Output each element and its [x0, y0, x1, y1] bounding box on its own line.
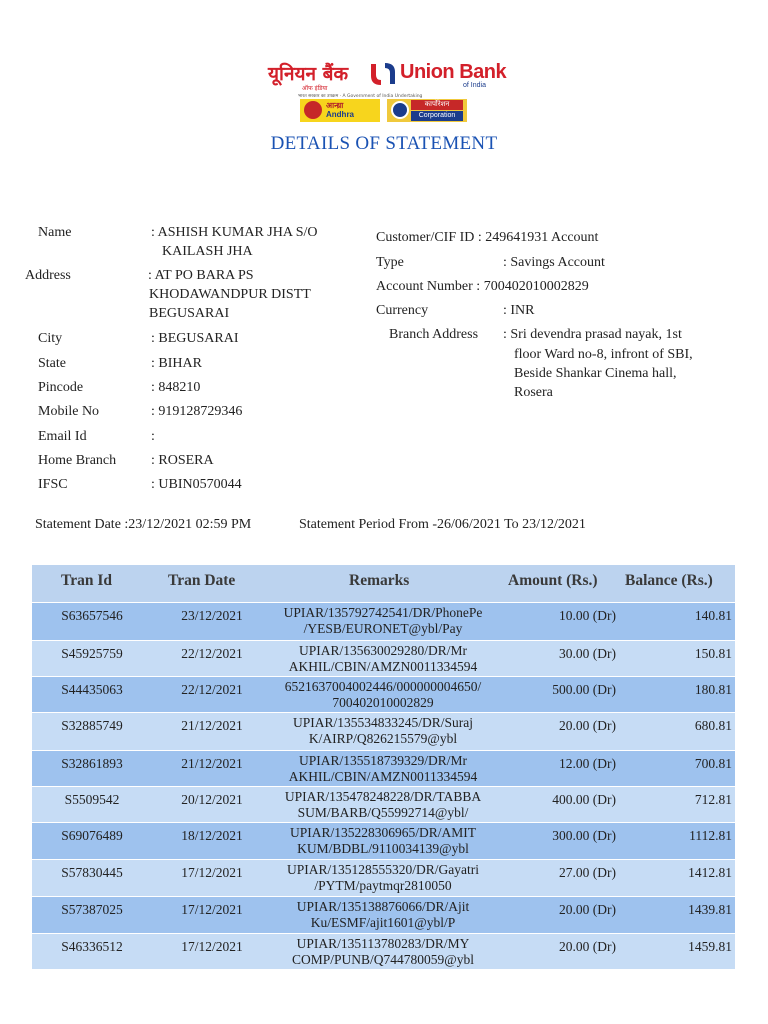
- tran-id-cell: S69076489: [61, 828, 123, 843]
- col-header-remarks: Remarks: [349, 572, 410, 589]
- bank-name-hindi-sub: ऑफ इंडिया: [302, 85, 328, 92]
- corporation-label: Corporation: [411, 111, 463, 121]
- address-line3: BEGUSARAI: [149, 306, 230, 321]
- balance-cell: 1439.81: [688, 902, 732, 917]
- balance-cell: 140.81: [694, 608, 732, 623]
- remarks-line2: K/AIRP/Q826215579@ybl: [308, 731, 458, 746]
- remarks-line1: UPIAR/135630029280/DR/Mr: [298, 643, 467, 658]
- tran-date-cell: 17/12/2021: [181, 902, 243, 917]
- state-label: State: [38, 356, 66, 371]
- bank-tagline: भारत सरकार का उपक्रम · A Government of India Undertaking: [298, 94, 423, 99]
- remarks-line1: UPIAR/135534833245/DR/Suraj: [292, 715, 473, 730]
- table-row: [32, 677, 735, 712]
- remarks-line2: KUM/BDBL/9110034139@ybl: [297, 841, 469, 856]
- name-value-line1: : ASHISH KUMAR JHA S/O: [151, 225, 318, 240]
- tran-date-cell: 22/12/2021: [181, 646, 243, 661]
- amount-cell: 300.00 (Dr): [552, 828, 616, 843]
- pincode-value: : 848210: [151, 380, 201, 395]
- remarks-line1: UPIAR/135792742541/DR/PhonePe: [283, 605, 483, 620]
- balance-cell: 680.81: [694, 718, 732, 733]
- branch-address-label: Branch Address: [389, 327, 479, 342]
- home-branch-label: Home Branch: [38, 453, 117, 468]
- amount-cell: 12.00 (Dr): [559, 756, 616, 771]
- statement-period: Statement Period From -26/06/2021 To 23/12/2021: [299, 517, 586, 532]
- table-header-row: [32, 565, 735, 602]
- type-label: Type: [376, 255, 404, 270]
- tran-id-cell: S45925759: [61, 646, 123, 661]
- bank-logo: [268, 58, 507, 99]
- table-row: [32, 787, 735, 822]
- tran-date-cell: 21/12/2021: [181, 756, 243, 771]
- amount-cell: 400.00 (Dr): [552, 792, 616, 807]
- table-row: [32, 823, 735, 859]
- pincode-label: Pincode: [38, 380, 84, 395]
- address-line2: KHODAWANDPUR DISTT: [149, 287, 311, 302]
- tran-id-cell: S5509542: [64, 792, 120, 807]
- bank-name: Union Bank: [400, 61, 507, 83]
- tran-date-cell: 17/12/2021: [181, 939, 243, 954]
- tran-date-cell: 20/12/2021: [181, 792, 243, 807]
- remarks-line2: SUM/BARB/Q55992714@ybl/: [297, 805, 469, 820]
- table-row: [32, 860, 735, 896]
- balance-cell: 700.81: [694, 756, 732, 771]
- col-header-tran-date: Tran Date: [168, 572, 236, 589]
- amount-cell: 30.00 (Dr): [559, 646, 616, 661]
- remarks-line2: 700402010002829: [332, 695, 434, 710]
- mobile-label: Mobile No: [38, 404, 100, 419]
- amount-cell: 10.00 (Dr): [559, 608, 616, 623]
- currency-value: : INR: [503, 303, 535, 318]
- name-value-line2: KAILASH JHA: [162, 244, 253, 259]
- tran-id-cell: S57830445: [61, 865, 123, 880]
- account-number-line: Account Number : 700402010002829: [376, 279, 589, 294]
- remarks-line2: Ku/ESMF/ajit1601@ybl/P: [310, 915, 456, 930]
- remarks-line2: /YESB/EURONET@ybl/Pay: [303, 621, 463, 636]
- remarks-line1: UPIAR/135128555320/DR/Gayatri: [287, 862, 479, 877]
- address-line1: : AT PO BARA PS: [148, 268, 254, 283]
- corporation-bank-badge: [387, 99, 467, 122]
- andhra-hindi-label: आन्ध्रा: [326, 101, 344, 110]
- tran-date-cell: 17/12/2021: [181, 865, 243, 880]
- ifsc-label: IFSC: [38, 477, 68, 492]
- remarks-line2: AKHIL/CBIN/AMZN0011334594: [288, 769, 478, 784]
- tran-date-cell: 18/12/2021: [181, 828, 243, 843]
- state-value: : BIHAR: [151, 356, 202, 371]
- table-row: [32, 934, 735, 969]
- table-row: [32, 751, 735, 786]
- remarks-line2: /PYTM/paytmqr2810050: [314, 878, 452, 893]
- andhra-logo-icon: [304, 101, 322, 119]
- branch-address-line3: Beside Shankar Cinema hall,: [514, 366, 677, 381]
- andhra-label: Andhra: [326, 110, 354, 119]
- page-title: DETAILS OF STATEMENT: [270, 133, 498, 154]
- remarks-line1: 6521637004002446/000000004650/: [284, 679, 482, 694]
- email-label: Email Id: [38, 429, 87, 444]
- table-row: [32, 603, 735, 640]
- balance-cell: 180.81: [694, 682, 732, 697]
- branch-address-line1: : Sri devendra prasad nayak, 1st: [503, 327, 682, 342]
- tran-id-cell: S46336512: [61, 939, 123, 954]
- address-label: Address: [25, 268, 71, 283]
- tran-id-cell: S57387025: [61, 902, 123, 917]
- name-label: Name: [38, 225, 72, 240]
- col-header-balance: Balance (Rs.): [625, 572, 713, 589]
- city-value: : BEGUSARAI: [151, 331, 239, 346]
- remarks-line2: COMP/PUNB/Q744780059@ybl: [292, 952, 474, 967]
- balance-cell: 150.81: [694, 646, 732, 661]
- ifsc-value: : UBIN0570044: [151, 477, 242, 492]
- col-header-tran-id: Tran Id: [61, 572, 112, 589]
- amount-cell: 500.00 (Dr): [552, 682, 616, 697]
- branch-address-line2: floor Ward no-8, infront of SBI,: [514, 347, 693, 362]
- corporation-hindi-label: कार्पोरेशन: [411, 100, 463, 110]
- balance-cell: 712.81: [694, 792, 732, 807]
- tran-date-cell: 22/12/2021: [181, 682, 243, 697]
- email-value: :: [151, 429, 155, 444]
- balance-cell: 1112.81: [689, 828, 732, 843]
- col-header-amount: Amount (Rs.): [508, 572, 598, 589]
- remarks-line1: UPIAR/135518739329/DR/Mr: [298, 753, 467, 768]
- amount-cell: 20.00 (Dr): [559, 718, 616, 733]
- amount-cell: 20.00 (Dr): [559, 939, 616, 954]
- union-bank-u-icon: [368, 60, 398, 88]
- type-value: : Savings Account: [503, 255, 605, 270]
- cif-line: Customer/CIF ID : 249641931 Account: [376, 230, 599, 245]
- remarks-line1: UPIAR/135113780283/DR/MY: [296, 936, 470, 951]
- table-row: [32, 641, 735, 676]
- tran-id-cell: S32861893: [61, 756, 123, 771]
- table-row: [32, 713, 735, 750]
- tran-id-cell: S32885749: [61, 718, 123, 733]
- table-row: [32, 897, 735, 933]
- corporation-logo-icon: [391, 101, 409, 119]
- home-branch-value: : ROSERA: [151, 453, 214, 468]
- bank-name-sub: of India: [463, 82, 486, 89]
- balance-cell: 1412.81: [688, 865, 732, 880]
- bank-name-hindi: यूनियन बैंक: [268, 63, 349, 85]
- amount-cell: 20.00 (Dr): [559, 902, 616, 917]
- tran-date-cell: 23/12/2021: [181, 608, 243, 623]
- remarks-line1: UPIAR/135478248228/DR/TABBA: [284, 789, 482, 804]
- balance-cell: 1459.81: [688, 939, 732, 954]
- tran-date-cell: 21/12/2021: [181, 718, 243, 733]
- city-label: City: [38, 331, 63, 346]
- remarks-line2: AKHIL/CBIN/AMZN0011334594: [288, 659, 478, 674]
- statement-date: Statement Date :23/12/2021 02:59 PM: [35, 517, 252, 532]
- remarks-line1: UPIAR/135138876066/DR/Ajit: [296, 899, 470, 914]
- currency-label: Currency: [376, 303, 429, 318]
- branch-address-line4: Rosera: [514, 385, 553, 400]
- tran-id-cell: S63657546: [61, 608, 123, 623]
- mobile-value: : 919128729346: [151, 404, 243, 419]
- remarks-line1: UPIAR/135228306965/DR/AMIT: [289, 825, 476, 840]
- andhra-bank-badge: [300, 99, 380, 122]
- tran-id-cell: S44435063: [61, 682, 123, 697]
- amount-cell: 27.00 (Dr): [559, 865, 616, 880]
